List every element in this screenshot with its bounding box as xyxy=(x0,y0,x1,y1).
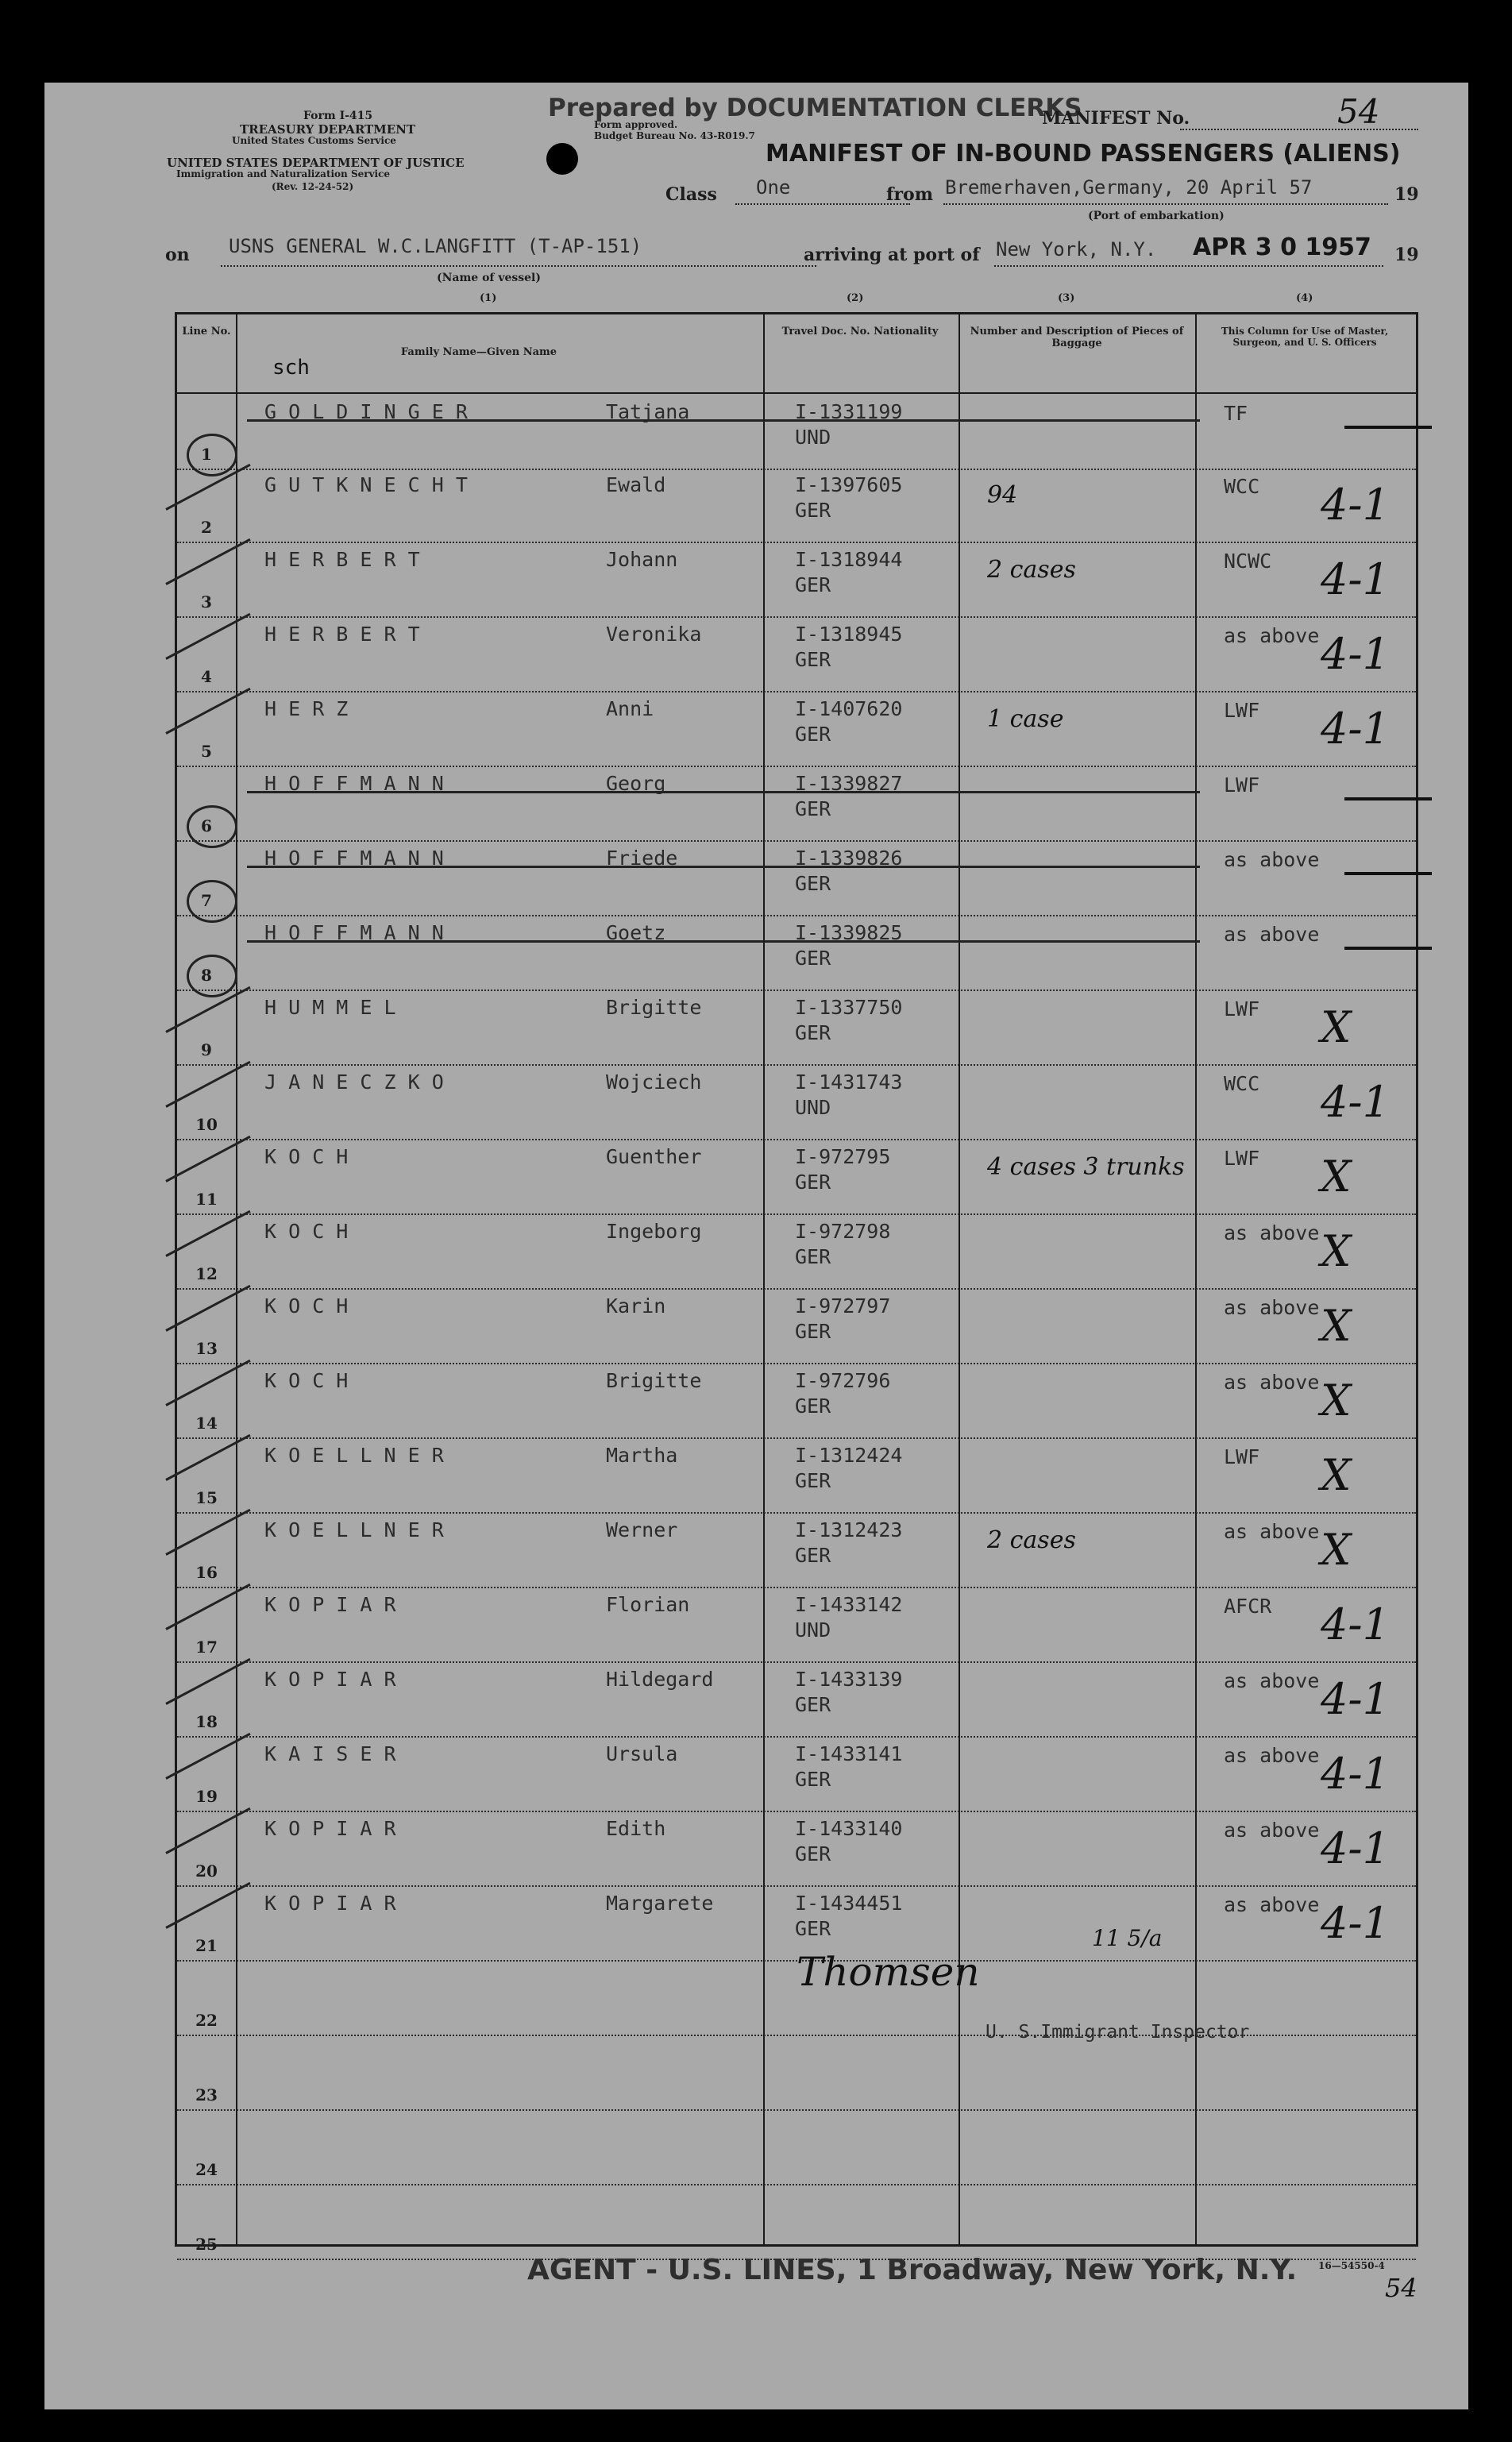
travel-doc-no: I-1434451 xyxy=(795,1892,903,1915)
form-number: Form I-415 xyxy=(303,110,373,122)
table-row xyxy=(177,1213,1416,1290)
officer-mark: X xyxy=(1321,1375,1352,1425)
travel-doc-no: I-1339825 xyxy=(795,921,903,944)
table-row xyxy=(177,1064,1416,1140)
table-row xyxy=(177,392,1416,470)
travel-doc-no: I-1431743 xyxy=(795,1071,903,1094)
family-name: G O L D I N G E R xyxy=(264,400,468,423)
officer-note: WCC xyxy=(1224,475,1260,498)
check-tick xyxy=(165,1882,250,1929)
year-suffix-2: 19 xyxy=(1394,245,1419,265)
line-number: 9 xyxy=(201,1040,212,1059)
col-num-3: (3) xyxy=(1058,292,1075,304)
line-number: 16 xyxy=(195,1563,218,1582)
officer-mark: 4-1 xyxy=(1321,1599,1390,1649)
travel-doc-no: I-1312424 xyxy=(795,1444,903,1467)
line-number: 1 xyxy=(201,445,212,464)
table-row xyxy=(177,990,1416,1066)
travel-doc-no: I-1433140 xyxy=(795,1817,903,1840)
check-tick xyxy=(165,1061,250,1108)
family-name: G U T K N E C H T xyxy=(264,473,468,496)
officer-mark: 4-1 xyxy=(1321,554,1390,604)
nationality: GER xyxy=(795,1245,831,1268)
nationality: GER xyxy=(795,648,831,671)
check-tick xyxy=(165,688,250,735)
table-row xyxy=(177,1661,1416,1738)
arriving-label: arriving at port of xyxy=(804,245,980,265)
class-label: Class xyxy=(665,184,717,205)
year-suffix: 19 xyxy=(1394,184,1419,205)
baggage: 4 cases 3 trunks xyxy=(987,1153,1185,1181)
officer-mark: 4-1 xyxy=(1321,629,1390,679)
nationality: GER xyxy=(795,1171,831,1194)
manifest-no: 54 xyxy=(1337,92,1380,131)
baggage: 2 cases xyxy=(987,1526,1076,1554)
given-name: Werner xyxy=(606,1518,678,1541)
officer-note: as above xyxy=(1224,1221,1320,1244)
line-number: 4 xyxy=(201,667,212,686)
nationality: GER xyxy=(795,1395,831,1418)
officer-dash xyxy=(1344,797,1432,800)
travel-doc-no: I-1312423 xyxy=(795,1518,903,1541)
from-label: from xyxy=(886,184,934,205)
given-name: Hildegard xyxy=(606,1668,714,1691)
form-code: 16—54550-4 xyxy=(1318,2260,1385,2271)
vessel-line xyxy=(221,265,816,267)
nationality: GER xyxy=(795,797,831,820)
col-num-2: (2) xyxy=(847,292,864,304)
family-name: K O C H xyxy=(264,1294,349,1317)
given-name: Goetz xyxy=(606,921,666,944)
header-line-no: Line No. xyxy=(182,326,231,338)
line-number: 17 xyxy=(195,1638,218,1657)
line-number: 15 xyxy=(195,1488,218,1507)
officer-mark: 4-1 xyxy=(1321,1749,1390,1799)
table-row xyxy=(177,691,1416,767)
revision: (Rev. 12-24-52) xyxy=(272,181,354,192)
line-number: 19 xyxy=(195,1787,218,1806)
given-name: Karin xyxy=(606,1294,666,1317)
officer-note: as above xyxy=(1224,1520,1320,1543)
given-name: Georg xyxy=(606,772,666,795)
from-value: Bremerhaven,Germany, 20 April 57 xyxy=(945,176,1313,199)
officer-mark: X xyxy=(1321,1152,1352,1202)
treasury-dept: TREASURY DEPARTMENT xyxy=(240,122,416,137)
officer-note: LWF xyxy=(1224,699,1260,722)
officer-mark: X xyxy=(1321,1002,1352,1052)
officer-dash xyxy=(1344,426,1432,429)
col-num-1: (1) xyxy=(480,292,497,304)
line-number: 25 xyxy=(195,2235,218,2254)
agent-footer: AGENT - U.S. LINES, 1 Broadway, New York, N.Y. xyxy=(527,2254,1298,2286)
check-tick xyxy=(165,1584,250,1630)
officer-note: LWF xyxy=(1224,1445,1260,1468)
family-name: K O C H xyxy=(264,1369,349,1392)
check-tick xyxy=(165,1136,250,1182)
check-tick xyxy=(165,986,250,1033)
on-label: on xyxy=(165,245,190,265)
officer-mark: X xyxy=(1321,1301,1352,1351)
check-tick xyxy=(165,1434,250,1481)
travel-doc-no: I-1331199 xyxy=(795,400,903,423)
officer-mark: 4-1 xyxy=(1321,1674,1390,1724)
line-number: 10 xyxy=(195,1115,218,1134)
family-name: H O F F M A N N xyxy=(264,772,444,795)
officer-note: WCC xyxy=(1224,1072,1260,1095)
officer-mark: 4-1 xyxy=(1321,1077,1390,1127)
table-row xyxy=(177,2035,1416,2111)
nationality: GER xyxy=(795,1917,831,1940)
family-name: K O P I A R xyxy=(264,1892,396,1915)
from-line xyxy=(943,203,1388,205)
documentation-stamp: Prepared by DOCUMENTATION CLERKS xyxy=(548,94,1082,122)
given-name: Ingeborg xyxy=(606,1220,702,1243)
given-name: Brigitte xyxy=(606,996,702,1019)
arrival-line xyxy=(994,265,1383,267)
table-row xyxy=(177,1736,1416,1812)
given-name: Ewald xyxy=(606,473,666,496)
check-tick xyxy=(165,613,250,660)
line-number: 23 xyxy=(195,2085,218,2104)
line-number: 22 xyxy=(195,2011,218,2030)
table-row xyxy=(177,1512,1416,1588)
travel-doc-no: I-1433142 xyxy=(795,1593,903,1616)
arrival-port: New York, N.Y. xyxy=(996,238,1157,260)
table-row xyxy=(177,840,1416,916)
family-name: H U M M E L xyxy=(264,996,396,1019)
officer-note: LWF xyxy=(1224,1147,1260,1170)
header-family-name: Family Name—Given Name xyxy=(400,346,557,358)
nationality: GER xyxy=(795,1693,831,1716)
officer-note: TF xyxy=(1224,402,1248,425)
travel-doc-no: I-1433141 xyxy=(795,1742,903,1765)
baggage: 1 case xyxy=(987,705,1064,733)
manifest-label: MANIFEST No. xyxy=(1042,108,1190,129)
officer-mark: 4-1 xyxy=(1321,704,1390,754)
officer-note: as above xyxy=(1224,1371,1320,1394)
line-number: 3 xyxy=(201,592,212,611)
check-tick xyxy=(165,1733,250,1780)
vessel-caption: (Name of vessel) xyxy=(437,272,541,284)
table-row xyxy=(177,542,1416,618)
given-name: Wojciech xyxy=(606,1071,702,1094)
table-row xyxy=(177,766,1416,842)
given-name: Johann xyxy=(606,548,678,571)
travel-doc-no: I-1318945 xyxy=(795,623,903,646)
officer-note: LWF xyxy=(1224,773,1260,797)
baggage: 2 cases xyxy=(987,556,1076,584)
family-name: H E R B E R T xyxy=(264,548,420,571)
budget-bureau: Budget Bureau No. 43-R019.7 xyxy=(594,130,755,141)
nationality: GER xyxy=(795,1768,831,1791)
given-name: Veronika xyxy=(606,623,702,646)
line-number: 2 xyxy=(201,518,212,537)
punch-hole xyxy=(546,143,578,175)
line-number: 5 xyxy=(201,742,212,761)
col-num-4: (4) xyxy=(1296,292,1313,304)
header-baggage: Number and Description of Pieces of Baggage xyxy=(970,326,1184,349)
family-name: J A N E C Z K O xyxy=(264,1071,444,1094)
page-mark: 54 xyxy=(1385,2273,1418,2303)
family-name: H E R Z xyxy=(264,697,349,720)
travel-doc-no: I-1339827 xyxy=(795,772,903,795)
travel-doc-no: I-1397605 xyxy=(795,473,903,496)
table-row xyxy=(177,1363,1416,1439)
officer-note: as above xyxy=(1224,1893,1320,1916)
family-name: K O P I A R xyxy=(264,1817,396,1840)
nationality: GER xyxy=(795,1021,831,1044)
manifest-no-line xyxy=(1180,129,1418,130)
family-name: H O F F M A N N xyxy=(264,921,444,944)
justice-dept: UNITED STATES DEPARTMENT OF JUSTICE xyxy=(167,156,465,170)
table-row xyxy=(177,915,1416,991)
travel-doc-no: I-1433139 xyxy=(795,1668,903,1691)
family-name: K A I S E R xyxy=(264,1742,396,1765)
table-row xyxy=(177,2109,1416,2185)
line-number: 6 xyxy=(201,816,212,835)
table-row xyxy=(177,1288,1416,1364)
check-tick xyxy=(165,1360,250,1406)
officer-dash xyxy=(1344,872,1432,875)
given-name: Edith xyxy=(606,1817,666,1840)
officer-note: as above xyxy=(1224,1744,1320,1767)
nationality: GER xyxy=(795,947,831,970)
vessel-name: USNS GENERAL W.C.LANGFITT (T-AP-151) xyxy=(229,235,642,257)
line-number: 21 xyxy=(195,1936,218,1955)
arrival-date-stamp: APR 3 0 1957 xyxy=(1193,233,1371,261)
family-name: H O F F M A N N xyxy=(264,847,444,870)
form-approved: Form approved. xyxy=(594,119,678,130)
manifest-title: MANIFEST OF IN-BOUND PASSENGERS (ALIENS) xyxy=(766,140,1401,168)
family-name: K O P I A R xyxy=(264,1593,396,1616)
check-tick xyxy=(165,1210,250,1257)
line-number: 8 xyxy=(201,966,212,985)
strike-line xyxy=(247,791,1200,793)
line-number: 12 xyxy=(195,1264,218,1283)
check-tick xyxy=(165,1285,250,1332)
line-number: 7 xyxy=(201,891,212,910)
officer-note: AFCR xyxy=(1224,1595,1272,1618)
header-note: sch xyxy=(272,356,310,380)
check-tick xyxy=(165,538,250,585)
given-name: Ursula xyxy=(606,1742,678,1765)
inspector-title: U. S.Immigrant Inspector xyxy=(986,2022,1250,2043)
given-name: Margarete xyxy=(606,1892,714,1915)
travel-doc-no: I-972795 xyxy=(795,1145,891,1168)
table-row xyxy=(177,1139,1416,1215)
strike-line xyxy=(247,866,1200,868)
line-number: 18 xyxy=(195,1712,218,1731)
passenger-table xyxy=(175,312,1418,2254)
check-tick xyxy=(165,1509,250,1556)
nationality: GER xyxy=(795,1842,831,1865)
port-embark-caption: (Port of embarkation) xyxy=(1088,210,1225,222)
table-row xyxy=(177,1437,1416,1514)
officer-mark: X xyxy=(1321,1226,1352,1276)
check-tick xyxy=(165,1807,250,1854)
given-name: Anni xyxy=(606,697,654,720)
nationality: GER xyxy=(795,1469,831,1492)
officer-mark: 4-1 xyxy=(1321,480,1390,530)
family-name: K O E L L N E R xyxy=(264,1444,444,1467)
travel-doc-no: I-1339826 xyxy=(795,847,903,870)
officer-note: as above xyxy=(1224,1819,1320,1842)
nationality: GER xyxy=(795,499,831,522)
nationality: GER xyxy=(795,872,831,895)
customs-service: United States Customs Service xyxy=(232,135,396,146)
class-line xyxy=(735,203,910,205)
line-number: 20 xyxy=(195,1861,218,1881)
table-row xyxy=(177,2184,1416,2260)
line-number: 14 xyxy=(195,1414,218,1433)
inspector-signature: Thomsen xyxy=(796,1949,980,1995)
travel-doc-no: I-972796 xyxy=(795,1369,891,1392)
inspector-initials: 11 5/a xyxy=(1092,1925,1163,1951)
family-name: H E R B E R T xyxy=(264,623,420,646)
strike-line xyxy=(247,940,1200,943)
officer-note: as above xyxy=(1224,624,1320,647)
nationality: GER xyxy=(795,723,831,746)
nationality: UND xyxy=(795,1096,831,1119)
given-name: Martha xyxy=(606,1444,678,1467)
officer-mark: 4-1 xyxy=(1321,1823,1390,1873)
family-name: K O C H xyxy=(264,1220,349,1243)
header-officers: This Column for Use of Master, Surgeon, and U. S. Officers xyxy=(1221,326,1389,348)
family-name: K O C H xyxy=(264,1145,349,1168)
officer-note: NCWC xyxy=(1224,550,1272,573)
table-row xyxy=(177,1811,1416,1887)
given-name: Florian xyxy=(606,1593,690,1616)
family-name: K O E L L N E R xyxy=(264,1518,444,1541)
table-row xyxy=(177,616,1416,692)
check-tick xyxy=(165,464,250,511)
line-number: 11 xyxy=(195,1190,218,1209)
family-name: K O P I A R xyxy=(264,1668,396,1691)
travel-doc-no: I-972797 xyxy=(795,1294,891,1317)
strike-line xyxy=(247,419,1200,422)
officer-mark: 4-1 xyxy=(1321,1898,1390,1948)
given-name: Friede xyxy=(606,847,678,870)
officer-note: as above xyxy=(1224,1669,1320,1692)
line-number: 24 xyxy=(195,2160,218,2179)
header-travel-doc: Travel Doc. No. Nationality xyxy=(781,326,939,338)
travel-doc-no: I-1318944 xyxy=(795,548,903,571)
table-row xyxy=(177,1587,1416,1663)
given-name: Tatjana xyxy=(606,400,690,423)
class-value: One xyxy=(756,176,791,199)
baggage: 94 xyxy=(987,481,1018,509)
nationality: UND xyxy=(795,1618,831,1642)
ins-service: Immigration and Naturalization Service xyxy=(176,168,391,179)
nationality: UND xyxy=(795,426,831,449)
officer-note: as above xyxy=(1224,923,1320,946)
travel-doc-no: I-1407620 xyxy=(795,697,903,720)
officer-mark: X xyxy=(1321,1525,1352,1575)
officer-note: LWF xyxy=(1224,997,1260,1020)
nationality: GER xyxy=(795,1544,831,1567)
officer-mark: X xyxy=(1321,1450,1352,1500)
nationality: GER xyxy=(795,573,831,596)
travel-doc-no: I-1337750 xyxy=(795,996,903,1019)
given-name: Guenther xyxy=(606,1145,702,1168)
officer-dash xyxy=(1344,947,1432,950)
officer-note: as above xyxy=(1224,1296,1320,1319)
nationality: GER xyxy=(795,1320,831,1343)
travel-doc-no: I-972798 xyxy=(795,1220,891,1243)
given-name: Brigitte xyxy=(606,1369,702,1392)
line-number: 13 xyxy=(195,1339,218,1358)
table-row xyxy=(177,467,1416,543)
check-tick xyxy=(165,1658,250,1705)
officer-note: as above xyxy=(1224,848,1320,871)
